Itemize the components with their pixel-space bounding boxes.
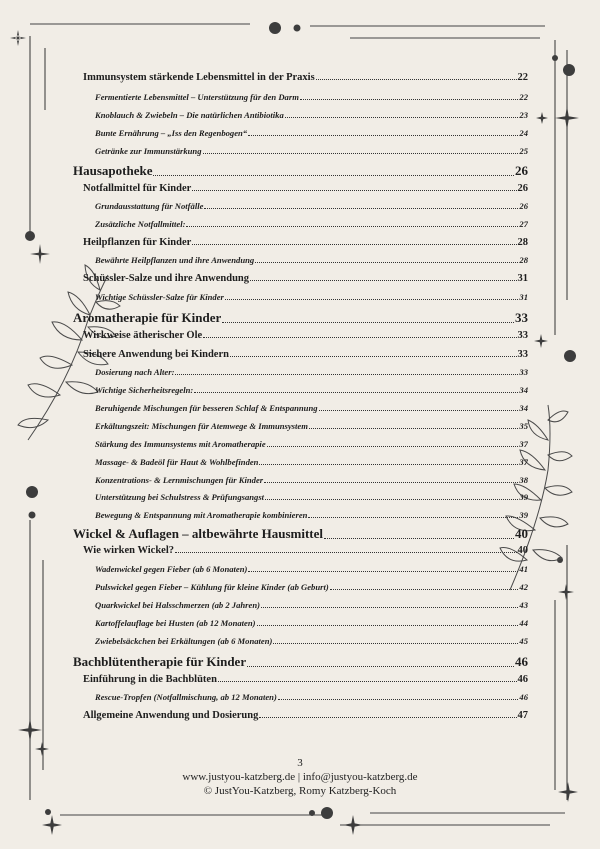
toc-entry-page: 28 [519, 255, 528, 265]
toc-leader-dots [278, 698, 519, 700]
toc-leader-dots [192, 189, 516, 191]
toc-entry-page: 37 [519, 457, 528, 467]
toc-entry[interactable] [95, 439, 528, 449]
toc-entry-title: Pulswickel gegen Fieber – Kühlung für kleine Kinder (ab Geburt) [95, 582, 329, 592]
toc-entry-title: Zusätzliche Notfallmittel: [95, 219, 186, 229]
toc-entry-title: Kartoffelauflage bei Husten (ab 12 Monaten) [95, 618, 256, 628]
toc-entry-page: 33 [517, 349, 528, 360]
toc-entry-title: Notfallmittel für Kinder [83, 183, 192, 194]
toc-entry-page: 38 [519, 475, 528, 485]
toc-entry-page: 39 [519, 510, 528, 520]
toc-entry-page: 46 [515, 654, 528, 669]
toc-entry-page: 31 [519, 292, 528, 302]
toc-entry-page: 44 [519, 618, 528, 628]
toc-entry-title: Bunte Ernährung – „Iss den Regenbogen“ [95, 128, 248, 138]
toc-entry-page: 23 [519, 110, 528, 120]
toc-entry-title: Bewegung & Entspannung mit Aromatherapie kombinieren [95, 510, 308, 520]
toc-entry[interactable] [95, 636, 528, 646]
toc-entry[interactable] [83, 349, 528, 360]
toc-entry-title: Dosierung nach Alter: [95, 367, 175, 377]
toc-entry[interactable] [95, 510, 528, 520]
toc-entry-page: 22 [519, 92, 528, 102]
toc-entry-title: Aromatherapie für Kinder [73, 310, 222, 325]
toc-entry[interactable] [95, 110, 528, 120]
toc-leader-dots [247, 665, 514, 667]
toc-entry-title: Bewährte Heilpflanzen und ihre Anwendung [95, 255, 255, 265]
toc-entry[interactable] [95, 292, 528, 302]
toc-entry-page: 26 [517, 183, 528, 194]
toc-entry-page: 33 [517, 330, 528, 341]
toc-entry-title: Stärkung des Immunsystems mit Aromatherapie [95, 439, 266, 449]
footer-copyright: © JustYou-Katzberg, Romy Katzberg-Koch [203, 785, 397, 797]
toc-entry[interactable] [95, 457, 528, 467]
toc-entry-page: 40 [515, 526, 528, 541]
toc-entry[interactable] [73, 310, 528, 326]
toc-leader-dots [285, 116, 519, 118]
toc-leader-dots [257, 624, 519, 626]
toc-leader-dots [225, 298, 519, 300]
toc-entry-title: Bachblütentherapie für Kinder [73, 654, 247, 669]
toc-entry[interactable] [83, 237, 528, 248]
toc-entry-page: 45 [519, 636, 528, 646]
toc-leader-dots [204, 207, 518, 209]
toc-entry-title: Fermentierte Lebensmittel – Unterstützung für den Darm [95, 92, 299, 102]
toc-entry[interactable] [95, 255, 528, 265]
toc-entry-title: Heilpflanzen für Kinder [83, 237, 192, 248]
toc-entry[interactable] [83, 674, 528, 685]
toc-entry[interactable] [95, 367, 528, 377]
toc-entry-title: Rescue-Tropfen (Notfallmischung, ab 12 Monaten) [95, 692, 277, 702]
toc-leader-dots [267, 445, 519, 447]
toc-entry[interactable] [95, 564, 528, 574]
toc-leader-dots [175, 373, 518, 375]
toc-entry-page: 47 [517, 710, 528, 721]
toc-entry[interactable] [95, 219, 528, 229]
toc-leader-dots [316, 78, 517, 80]
toc-entry[interactable] [73, 654, 528, 670]
toc-leader-dots [250, 279, 516, 281]
toc-entry[interactable] [95, 403, 528, 413]
toc-leader-dots [186, 225, 518, 227]
toc-leader-dots [230, 355, 517, 357]
toc-entry-page: 28 [517, 237, 528, 248]
toc-leader-dots [259, 716, 516, 718]
toc-entry[interactable] [95, 600, 528, 610]
toc-entry-page: 34 [519, 385, 528, 395]
toc-entry-title: Wichtige Sicherheitsregeln: [95, 385, 194, 395]
page-number: 3 [297, 757, 303, 769]
toc-entry[interactable] [73, 163, 528, 179]
toc-entry[interactable] [95, 492, 528, 502]
toc-entry-title: Immunsystem stärkende Lebensmittel in der Praxis [83, 72, 315, 83]
toc-entry[interactable] [95, 582, 528, 592]
toc-entry-title: Erkältungszeit: Mischungen für Atemwege & Immunsystem [95, 421, 308, 431]
toc-entry[interactable] [95, 128, 528, 138]
toc-entry-page: 33 [515, 310, 528, 325]
toc-entry-page: 46 [519, 692, 528, 702]
toc-leader-dots [264, 481, 518, 483]
toc-entry-page: 39 [519, 492, 528, 502]
toc-entry-title: Wichtige Schüssler-Salze für Kinder [95, 292, 224, 302]
toc-entry-title: Knoblauch & Zwiebeln – Die natürlichen Antibiotika [95, 110, 284, 120]
toc-entry-page: 27 [519, 219, 528, 229]
toc-entry[interactable] [83, 273, 528, 284]
toc-leader-dots [259, 463, 518, 465]
toc-entry-page: 40 [517, 545, 528, 556]
toc-entry-title: Wie wirken Wickel? [83, 545, 175, 556]
toc-entry-page: 24 [519, 128, 528, 138]
toc-entry[interactable] [83, 72, 528, 83]
toc-entry-title: Zwiebelsäckchen bei Erkältungen (ab 6 Monaten) [95, 636, 273, 646]
toc-entry-page: 33 [519, 367, 528, 377]
toc-entry[interactable] [95, 475, 528, 485]
toc-leader-dots [273, 642, 518, 644]
toc-leader-dots [192, 243, 516, 245]
toc-entry[interactable] [83, 183, 528, 194]
toc-entry[interactable] [95, 618, 528, 628]
toc-entry-page: 42 [519, 582, 528, 592]
toc-entry-title: Einführung in die Bachblüten [83, 674, 217, 685]
footer-contact: www.justyou-katzberg.de | info@justyou-katzberg.de [182, 771, 418, 783]
toc-leader-dots [330, 588, 519, 590]
toc-entry-page: 26 [515, 163, 528, 178]
toc-entry-page: 43 [519, 600, 528, 610]
toc-entry-page: 22 [517, 72, 528, 83]
toc-leader-dots [194, 391, 518, 393]
toc-entry[interactable] [95, 146, 528, 156]
toc-entry-title: Unterstützung bei Schulstress & Prüfungsangst [95, 492, 265, 502]
toc-entry-page: 46 [517, 674, 528, 685]
toc-entry[interactable] [83, 710, 528, 721]
toc-leader-dots [203, 152, 519, 154]
toc-entry[interactable] [95, 92, 528, 102]
toc-entry-title: Getränke zur Immunstärkung [95, 146, 202, 156]
toc-entry[interactable] [95, 692, 528, 702]
toc-entry-title: Wadenwickel gegen Fieber (ab 6 Monaten) [95, 564, 248, 574]
toc-entry-title: Wirkweise ätherischer Öle [83, 330, 203, 341]
toc-entry-page: 25 [519, 146, 528, 156]
toc-entry-title: Wickel & Auflagen – altbewährte Hausmittel [73, 526, 323, 541]
toc-leader-dots [175, 551, 516, 553]
toc-entry-page: 34 [519, 403, 528, 413]
toc-leader-dots [248, 134, 518, 136]
toc-entry-title: Sichere Anwendung bei Kindern [83, 349, 229, 360]
toc-leader-dots [248, 570, 518, 572]
toc-entry-title: Konzentrations- & Lernmischungen für Kinder [95, 475, 264, 485]
toc-leader-dots [319, 409, 519, 411]
toc-entry-title: Massage- & Badeöl für Haut & Wohlbefinden [95, 457, 259, 467]
toc-leader-dots [324, 537, 514, 539]
toc-entry-title: Allgemeine Anwendung und Dosierung [83, 710, 259, 721]
toc-leader-dots [308, 516, 518, 518]
toc-entry[interactable] [83, 545, 528, 556]
toc-entry[interactable] [95, 421, 528, 431]
toc-entry-title: Schüssler-Salze und ihre Anwendung [83, 273, 250, 284]
toc-entry[interactable] [95, 201, 528, 211]
toc-entry-page: 35 [519, 421, 528, 431]
toc-leader-dots [218, 680, 517, 682]
toc-entry[interactable] [83, 330, 528, 341]
toc-leader-dots [222, 321, 514, 323]
toc-entry-title: Beruhigende Mischungen für besseren Schlaf & Entspannung [95, 403, 318, 413]
toc-leader-dots [265, 498, 518, 500]
toc-entry-page: 41 [519, 564, 528, 574]
toc-leader-dots [300, 98, 519, 100]
toc-entry-page: 37 [519, 439, 528, 449]
toc-entry-page: 31 [517, 273, 528, 284]
toc-entry[interactable] [73, 526, 528, 542]
toc-leader-dots [309, 427, 519, 429]
toc-leader-dots [203, 336, 516, 338]
toc-entry[interactable] [95, 385, 528, 395]
toc-entry-title: Quarkwickel bei Halsschmerzen (ab 2 Jahren) [95, 600, 260, 610]
toc-leader-dots [153, 174, 514, 176]
toc-entry-title: Grundausstattung für Notfälle [95, 201, 204, 211]
toc-entry-page: 26 [519, 201, 528, 211]
toc-entry-title: Hausapotheke [73, 163, 153, 178]
toc-leader-dots [255, 261, 518, 263]
toc-leader-dots [261, 606, 518, 608]
